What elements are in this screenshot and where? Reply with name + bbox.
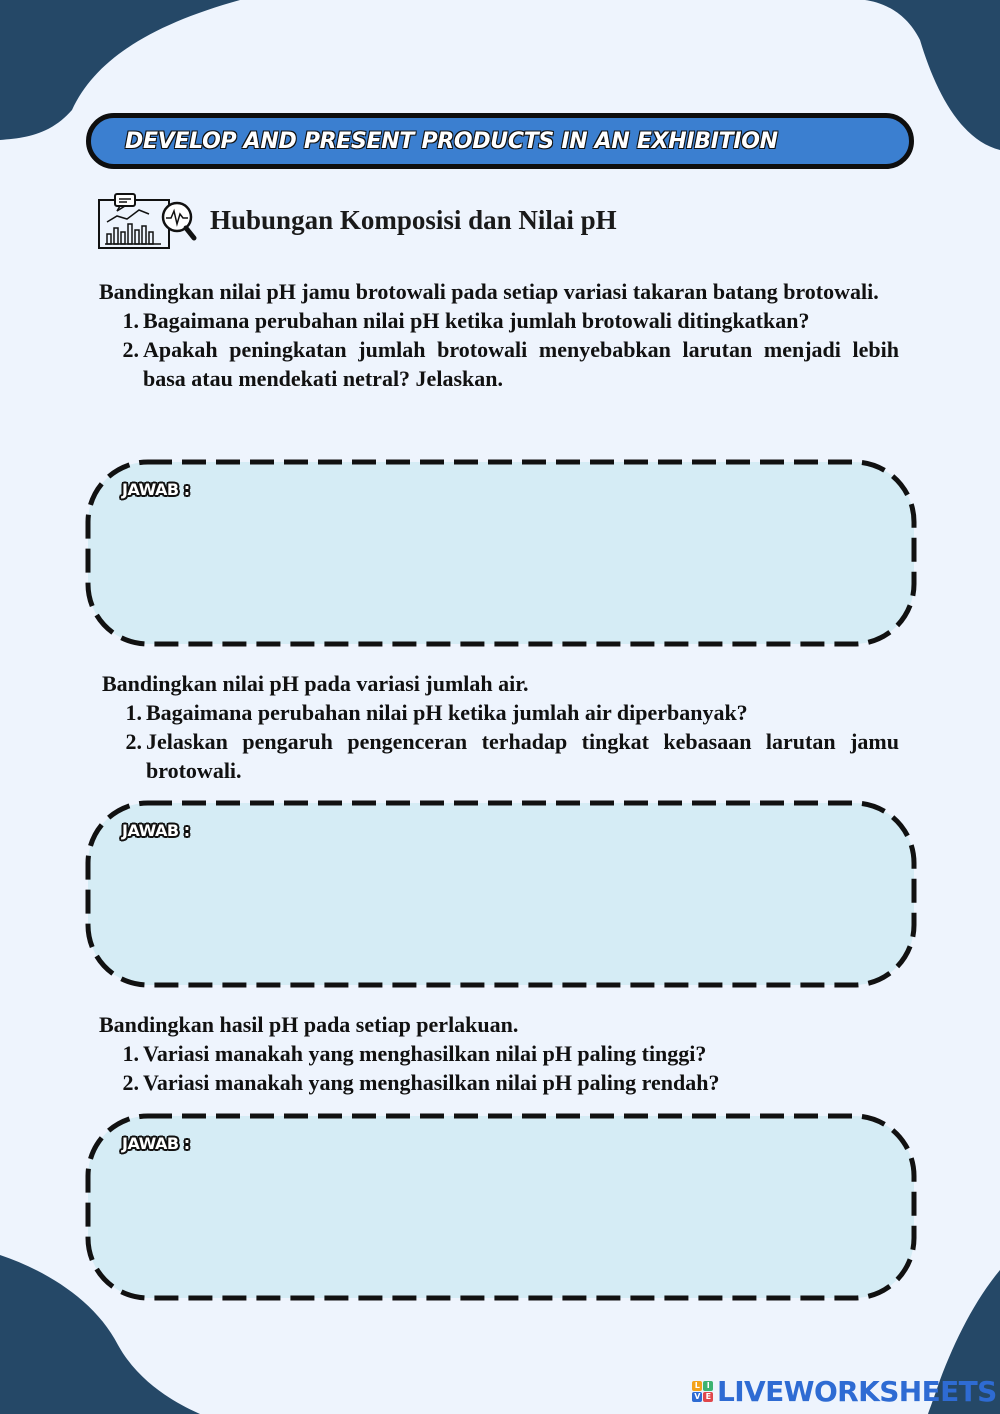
answer-label: JAWAB : <box>122 1134 190 1153</box>
chart-analysis-icon <box>97 192 197 258</box>
banner-title: DEVELOP AND PRESENT PRODUCTS IN AN EXHIBITION <box>125 128 778 154</box>
item-number: 2. <box>122 337 139 362</box>
question-list <box>102 698 899 785</box>
item-text: Bagaimana perubahan nilai pH ketika jumlah brotowali ditingkatkan? <box>143 308 810 333</box>
answer-box-border <box>84 1112 918 1302</box>
question-intro: Bandingkan nilai pH pada variasi jumlah air. <box>102 671 529 696</box>
logo-letter: E <box>703 1392 713 1402</box>
question-list <box>99 1039 899 1097</box>
question-intro: Bandingkan hasil pH pada setiap perlakuan. <box>99 1012 519 1037</box>
item-text: Apakah peningkatan jumlah brotowali menyebabkan larutan menjadi lebih basa atau mendekati netral? Jelaskan. <box>143 337 899 391</box>
item-number: 2. <box>125 729 142 754</box>
logo-letter: I <box>703 1381 713 1391</box>
item-number: 1. <box>125 700 142 725</box>
liveworksheets-watermark <box>692 1375 997 1408</box>
item-text: Variasi manakah yang menghasilkan nilai pH paling rendah? <box>143 1070 720 1095</box>
question-block-2 <box>102 669 899 785</box>
header-banner <box>86 113 914 169</box>
question-block-1 <box>99 277 899 393</box>
answer-label: JAWAB : <box>122 480 190 499</box>
item-text: Variasi manakah yang menghasilkan nilai pH paling tinggi? <box>143 1041 707 1066</box>
answer-box-border <box>84 458 918 648</box>
answer-box-2[interactable] <box>84 799 918 989</box>
list-item <box>102 698 899 727</box>
liveworksheets-logo-icon <box>692 1381 713 1402</box>
list-item <box>99 335 899 393</box>
logo-letter: L <box>692 1381 702 1391</box>
question-intro: Bandingkan nilai pH jamu brotowali pada setiap variasi takaran batang brotowali. <box>99 279 879 304</box>
item-number: 1. <box>122 1041 139 1066</box>
answer-label: JAWAB : <box>122 821 190 840</box>
item-number: 2. <box>122 1070 139 1095</box>
answer-box-1[interactable] <box>84 458 918 648</box>
logo-letter: V <box>692 1392 702 1402</box>
watermark-text: LIVEWORKSHEETS <box>717 1375 997 1408</box>
question-block-3 <box>99 1010 899 1097</box>
item-text: Bagaimana perubahan nilai pH ketika jumlah air diperbanyak? <box>146 700 748 725</box>
question-list <box>99 306 899 393</box>
answer-box-border <box>84 799 918 989</box>
answer-box-3[interactable] <box>84 1112 918 1302</box>
item-number: 1. <box>122 308 139 333</box>
list-item <box>99 1039 899 1068</box>
list-item <box>99 1068 899 1097</box>
section-title: Hubungan Komposisi dan Nilai pH <box>210 205 617 235</box>
list-item <box>99 306 899 335</box>
item-text: Jelaskan pengaruh pengenceran terhadap tingkat kebasaan larutan jamu brotowali. <box>146 729 899 783</box>
list-item <box>102 727 899 785</box>
